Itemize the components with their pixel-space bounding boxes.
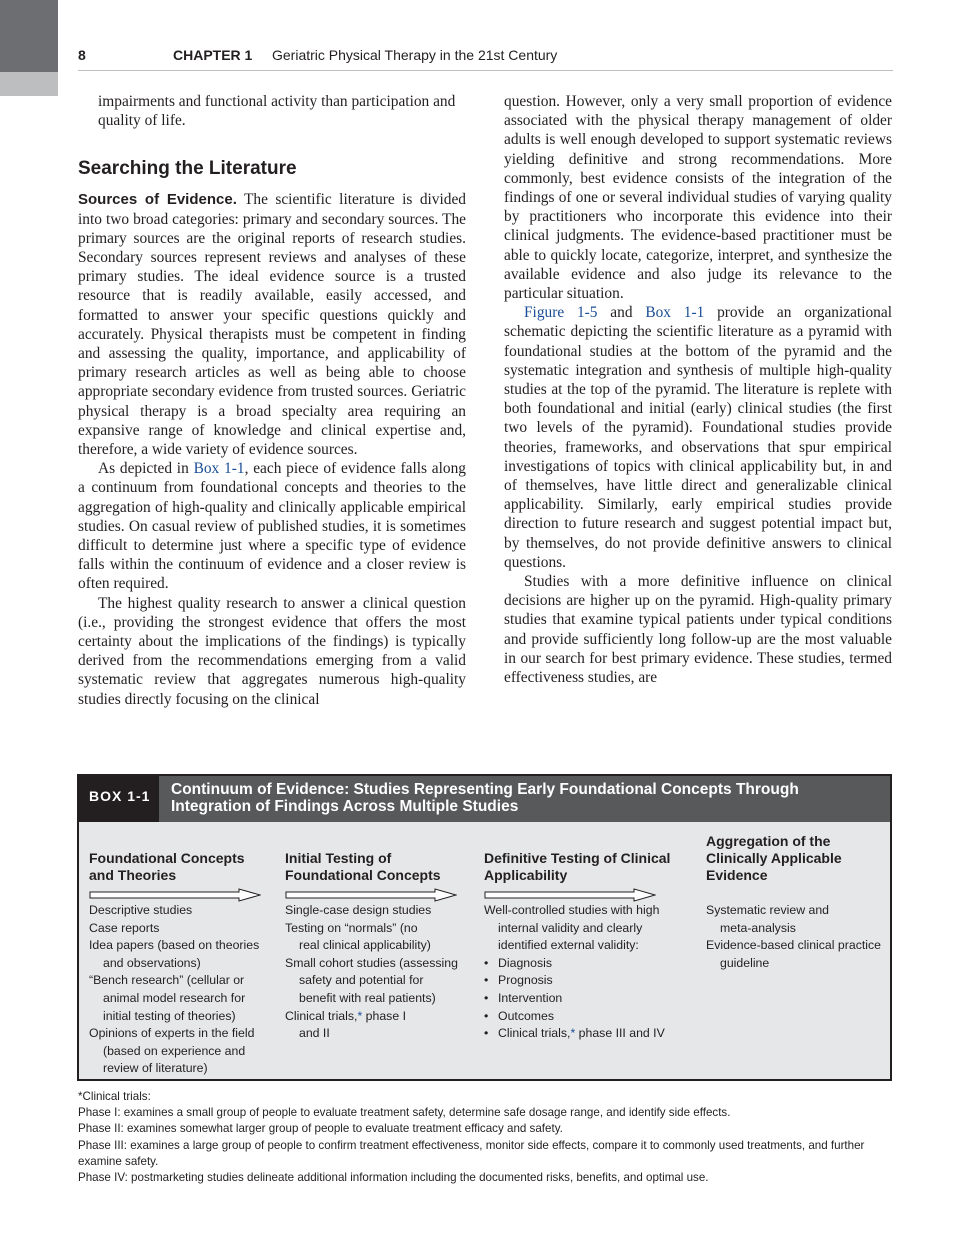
paragraph-sources (78, 190, 466, 459)
paragraph-text: provide an organizational schematic depicting the scientific literature as a pyramid with foundational studies at the bottom of the pyramid and the systematic integration and synthesis of multiple high-quality studies at the top of the pyramid. The literature is replete with both foundational and initial (early) clinical studies (the first two levels of the pyramid). Foundational studies provide theories, frameworks, and observations that spur empirical investigations of topics with clinical applicability but, in and of themselves, have little direct and generalizable clinical applicability. Similarly, early empirical studies provide direction to future research and suggest potential impact but, by themselves, do not provide definitive answers to clinical questions. (504, 304, 892, 571)
paragraph-sources-text: The scientific literature is divided into two broad categories: primary and secondary sources. The primary sources are the original reports of research studies. Secondary sources represent reviews and analyses of these primary studies. The ideal evidence source is a trusted resource that is readily available, easily accessed, and formatted to answer your specific questions quickly and accurately. Physical therapists must be competent in finding and assessing the quality, importance, and applicability of primary research articles as well as being able to choose appropriate secondary evidence from trusted sources. Geriatric physical therapy is a broad specialty area requiring an expansive range of knowledge and clinical expertise and, therefore, a wide variety of evidence sources. (78, 191, 466, 459)
list-item (484, 972, 694, 990)
list-item-text: Intervention (498, 990, 563, 1005)
list-item: internal validity and clearly (498, 920, 643, 935)
list-item: Descriptive studies (89, 903, 193, 917)
corner-tab-light (0, 72, 58, 96)
box-column-list (706, 902, 891, 972)
box-column-heading: Definitive Testing of Clinical Applicability (484, 850, 671, 883)
box-label: BOX 1-1 (79, 776, 159, 822)
list-item (484, 1025, 694, 1043)
paragraph-text: and (610, 304, 633, 322)
paragraph-text: As depicted in (98, 460, 189, 478)
list-item: meta-analysis (720, 920, 796, 935)
list-item: safety and potential for (299, 973, 424, 988)
right-column (504, 92, 892, 687)
bullet-icon: • (484, 973, 489, 988)
list-item: Idea papers (based on theories (89, 938, 260, 953)
list-item: real clinical applicability) (299, 938, 431, 953)
box-column-list (484, 902, 694, 1043)
list-item-text: Prognosis (498, 973, 553, 988)
footnote-marker[interactable]: * (570, 1026, 576, 1041)
footnote-title: *Clinical trials: (78, 1090, 151, 1103)
list-item-text: Clinical trials, (285, 1008, 358, 1023)
list-item: Single-case design studies (285, 903, 432, 917)
evidence-continuum-box (77, 774, 892, 1081)
list-item: Testing on “normals” (no (285, 920, 418, 935)
list-item: “Bench research” (cellular or (89, 973, 245, 988)
list-item-text: phase I (365, 1008, 406, 1023)
arrow-right-icon (89, 888, 261, 902)
box-body (79, 822, 890, 1079)
paragraph-continuum (78, 459, 466, 593)
box-column-heading: Aggregation of the Clinically Applicable Evidence (706, 833, 842, 883)
list-item (285, 1008, 475, 1026)
bullet-icon: • (484, 1026, 489, 1041)
arrow-right-icon (484, 888, 656, 902)
list-item: identified external validity: (498, 938, 639, 953)
footnote-marker[interactable]: * (357, 1008, 363, 1023)
box-column-heading: Foundational Concepts and Theories (89, 850, 245, 883)
list-item-text: Outcomes (498, 1008, 555, 1023)
box-column-heading: Initial Testing of Foundational Concepts (285, 850, 441, 883)
paragraph-question: question. However, only a very small proportion of evidence associated with the physical therapy management of older adults is well enough developed to support systematic reviews yielding definitive and strong recommendations. More commonly, best evidence consists of the integration of the findings of one or several individual studies of varying quality by practitioners who incorporate this evidence into their clinical judgments. The evidence-based practitioner must be able to quickly locate, categorize, interpret, and synthesize the available evidence and also judge its relevance to the particular situation. (504, 93, 892, 303)
list-item: and II (299, 1026, 330, 1041)
paragraph-continued: impairments and functional activity than participation and quality of life. (98, 93, 456, 130)
bullet-icon: • (484, 1008, 489, 1023)
box-reference-link[interactable]: Box 1-1 (193, 460, 245, 478)
paragraph-pyramid (504, 303, 892, 572)
list-item: guideline (720, 955, 770, 970)
runin-heading: Sources of Evidence. (78, 191, 237, 209)
footnote-line: Phase II: examines somewhat larger group of people to evaluate treatment efficacy and safety. (78, 1122, 563, 1136)
figure-reference-link[interactable]: Figure 1-5 (524, 304, 598, 322)
arrow-right-icon (285, 888, 457, 902)
list-item: Well-controlled studies with high (484, 903, 660, 917)
paragraph-highest-quality: The highest quality research to answer a clinical question (i.e., providing the strongest evidence that offers the most certainty about the implications of the findings) is typically derived from the recommendations emerging from a valid systematic review that aggregates numerous high-quality studies directly focusing on the clinical (78, 594, 466, 708)
section-heading: Searching the Literature (78, 158, 297, 180)
list-item: benefit with real patients) (299, 990, 436, 1005)
box-reference-link[interactable]: Box 1-1 (645, 304, 705, 322)
list-item: Case reports (89, 920, 160, 935)
list-item: (based on experience and (103, 1043, 246, 1058)
list-item-text: phase III and IV (578, 1026, 665, 1041)
bullet-icon: • (484, 955, 489, 970)
list-item (484, 1008, 694, 1026)
box-title: Continuum of Evidence: Studies Representing Early Foundational Concepts Through Integration of Findings Across Multiple Studies (171, 781, 799, 815)
box-header (79, 776, 890, 822)
list-item (484, 990, 694, 1008)
list-item: Systematic review and (706, 903, 830, 917)
list-item: and observations) (103, 955, 201, 970)
header-divider (78, 70, 893, 71)
box-footnote (78, 1089, 898, 1186)
box-column-list (285, 902, 475, 1043)
corner-tab-dark (0, 0, 58, 72)
paragraph-definitive: Studies with a more definitive influence on clinical decisions are higher up on the pyramid. High-quality primary studies that examine typical patients under typical conditions and provide sufficiently long follow-up are the most valuable in our search for best primary evidence. These studies, termed effectiveness studies, are (504, 573, 892, 687)
list-item-text: Diagnosis (498, 955, 552, 970)
list-item: Evidence-based clinical practice (706, 938, 881, 953)
bullet-icon: • (484, 990, 489, 1005)
list-item-text: Clinical trials, (498, 1026, 571, 1041)
paragraph-text: , each piece of evidence falls along a continuum from foundational concepts and theories to the aggregation of high-quality and clinically applicable empirical studies. On casual review of published studies, it is sometimes difficult to determine just where a specific type of evidence falls within the continuum of evidence and a closer review is often required. (78, 460, 466, 593)
left-column (78, 92, 466, 709)
chapter-label: CHAPTER 1 (173, 47, 253, 63)
footnote-line: Phase III: examines a large group of people to confirm treatment effectiveness, monitor side effects, compare it to commonly used treatments, and further examine safety. (78, 1138, 865, 1168)
list-item: initial testing of theories) (103, 1008, 236, 1023)
footnote-line: Phase IV: postmarketing studies delineate additional information including the documented risks, benefits, and optimal use. (78, 1171, 709, 1185)
list-item: Opinions of experts in the field (89, 1026, 255, 1041)
list-item: review of literature) (103, 1061, 208, 1076)
list-item: animal model research for (103, 990, 246, 1005)
footnote-line: Phase I: examines a small group of people to evaluate treatment safety, determine safe dosage range, and identify side effects. (78, 1106, 731, 1120)
chapter-title: Geriatric Physical Therapy in the 21st Century (272, 47, 558, 63)
list-item (484, 955, 694, 973)
list-item: Small cohort studies (assessing (285, 955, 458, 970)
page-number: 8 (78, 47, 86, 63)
box-column-list (89, 902, 279, 1078)
